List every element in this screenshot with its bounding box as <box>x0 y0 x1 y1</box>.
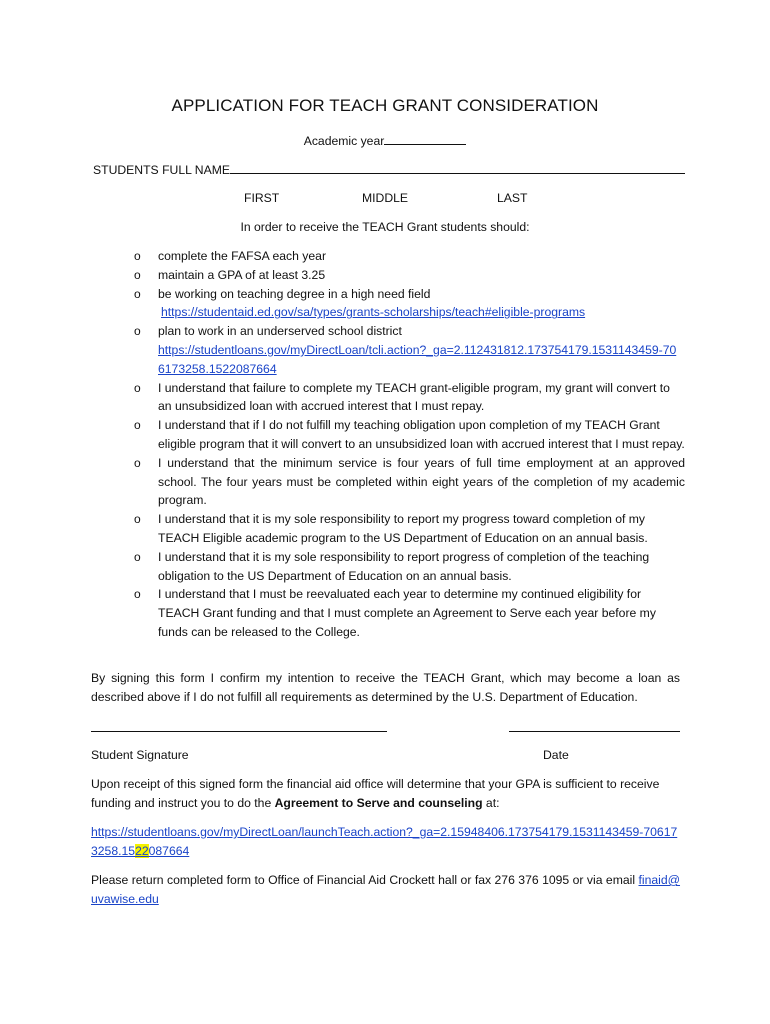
academic-year-row <box>0 131 770 151</box>
agreement-link-block <box>91 823 680 861</box>
circle-bullet-icon: o <box>134 286 141 301</box>
list-item: o maintain a GPA of at least 3.25 <box>133 266 685 285</box>
circle-bullet-icon: o <box>134 512 141 527</box>
full-name-field[interactable] <box>230 160 685 174</box>
date-label: Date <box>543 748 569 762</box>
receipt-paragraph: Upon receipt of this signed form the financial aid office will determine that your GPA is sufficient to receive funding and instruct you to do the Agreement to Serve and counseling at: <box>91 777 660 810</box>
circle-bullet-icon: o <box>134 549 141 564</box>
circle-bullet-icon: o <box>134 587 141 602</box>
full-name-row <box>93 160 685 180</box>
academic-year-label: Academic year <box>303 134 385 148</box>
date-line[interactable] <box>509 731 680 732</box>
academic-year-field[interactable] <box>384 131 466 145</box>
list-item: o plan to work in an underserved school district https://studentloans.gov/myDirectLoan/tcli.action?_ga=2.112431812.173754179.1531143459-706173258.1522087664 <box>133 322 685 378</box>
list-item: o I understand that if I do not fulfill my teaching obligation upon completion of my TEACH Grant eligible program that it will convert to an unsubsidized loan with accrued interest that I must repay. <box>134 418 685 451</box>
last-name-label: LAST <box>497 191 528 205</box>
confirmation-paragraph: By signing this form I confirm my intention to receive the TEACH Grant, which may become a loan as described above if I do not fulfill all requirements as determined by the U.S. Department of Education. <box>91 671 680 704</box>
full-name-label: STUDENTS FULL NAME <box>93 163 231 177</box>
requirements-list <box>133 247 685 642</box>
list-item: o I understand that the minimum service is four years of full time employment at an approved school. The four years must be completed within eight years of the completion of my academic program. <box>134 455 685 508</box>
list-item: o I understand that failure to complete my TEACH grant-eligible program, my grant will convert to an unsubsidized loan with accrued interest that I must repay. <box>134 380 670 414</box>
list-item: o complete the FAFSA each year <box>133 247 685 266</box>
return-paragraph: Please return completed form to Office of Financial Aid Crockett hall or fax 276 376 1095 or via email finaid@uvawise.edu <box>91 873 681 906</box>
finaid-email-link[interactable]: finaid@uvawise.edu <box>91 873 681 906</box>
highlighted-text: 22 <box>135 843 149 858</box>
student-signature-label: Student Signature <box>91 748 189 762</box>
student-signature-line[interactable] <box>91 731 387 732</box>
underserved-district-link[interactable]: https://studentloans.gov/myDirectLoan/tcli.action?_ga=2.112431812.173754179.1531143459-706173258.1522087664 <box>158 342 677 376</box>
middle-name-label: MIDDLE <box>362 191 409 205</box>
first-name-label: FIRST <box>244 191 280 205</box>
list-item: o I understand that I must be reevaluated each year to determine my continued eligibility for TEACH Grant funding and that I must complete an Agreement to Serve each year before my funds can be released to the College. <box>134 587 656 639</box>
list-item: o I understand that it is my sole responsibility to report my progress toward completion of my TEACH Eligible academic program to the US Department of Education on an annual basis. <box>134 512 648 545</box>
circle-bullet-icon: o <box>134 455 141 470</box>
agreement-to-serve-emphasis: Agreement to Serve and counseling <box>274 795 483 810</box>
circle-bullet-icon: o <box>134 324 141 339</box>
list-item: o be working on teaching degree in a high need field https://studentaid.ed.gov/sa/types/grants-scholarships/teach#eligible-programs <box>133 285 685 323</box>
intro-text: In order to receive the TEACH Grant students should: <box>240 220 530 234</box>
page-title: APPLICATION FOR TEACH GRANT CONSIDERATION <box>171 96 599 115</box>
agreement-to-serve-link[interactable]: https://studentloans.gov/myDirectLoan/launchTeach.action?_ga=2.15948406.173754179.1531143459-706173258.1522087664 <box>91 825 678 858</box>
circle-bullet-icon: o <box>134 249 141 263</box>
circle-bullet-icon: o <box>134 418 141 433</box>
list-item: o I understand that it is my sole responsibility to report progress of completion of the teaching obligation to the US Department of Education on an annual basis. <box>134 549 650 583</box>
eligible-programs-link[interactable]: https://studentaid.ed.gov/sa/types/grants-scholarships/teach#eligible-programs <box>161 305 586 320</box>
circle-bullet-icon: o <box>134 380 141 395</box>
circle-bullet-icon: o <box>134 267 141 282</box>
